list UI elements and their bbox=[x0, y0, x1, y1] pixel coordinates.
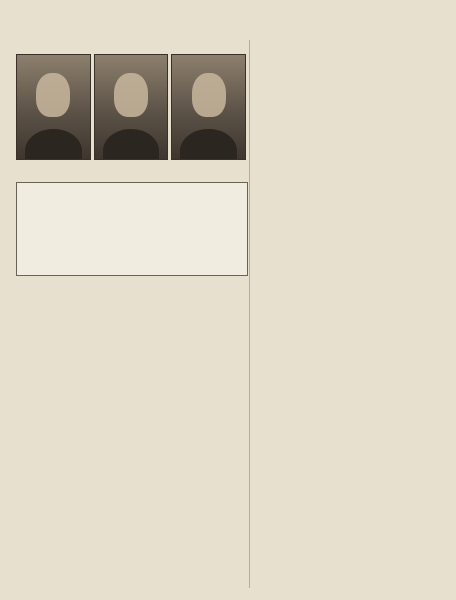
portrait-photo bbox=[16, 54, 91, 160]
portrait-photo bbox=[171, 54, 246, 160]
right-column bbox=[252, 40, 438, 586]
left-column bbox=[16, 282, 246, 568]
headline-box bbox=[16, 182, 248, 276]
column-divider bbox=[249, 40, 250, 588]
photo-caption bbox=[16, 160, 91, 174]
photo-caption bbox=[94, 160, 169, 174]
photo-caption bbox=[171, 160, 246, 174]
photo-captions bbox=[16, 160, 246, 174]
page-footer bbox=[16, 580, 440, 594]
portrait-photo bbox=[94, 54, 169, 160]
photo-strip bbox=[16, 54, 246, 158]
